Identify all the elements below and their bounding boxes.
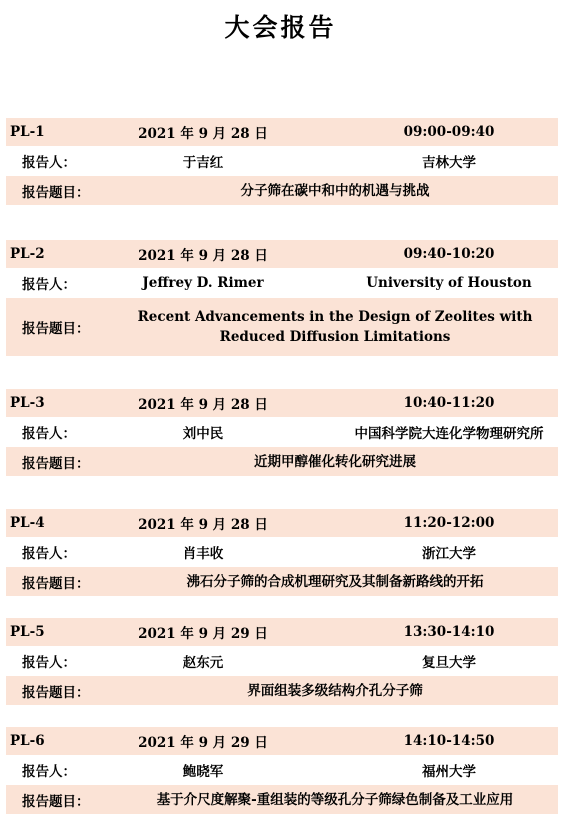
talk-time: 14:10-14:50 [403, 733, 495, 749]
talk-time: 10:40-11:20 [403, 395, 495, 411]
talk-topic-row [6, 176, 558, 205]
speaker-label: 报告人： [22, 277, 76, 293]
talk-code: PL-5 [10, 624, 45, 640]
topic-label: 报告题目： [22, 684, 90, 701]
talk-header-row [6, 118, 558, 146]
talk-topic: 近期甲醇催化转化研究进展 [254, 453, 416, 470]
topic-label: 报告题目： [22, 321, 90, 337]
topic-label: 报告题目： [22, 793, 90, 810]
speaker-name: Jeffrey D. Rimer [142, 275, 264, 291]
talk-block [6, 389, 558, 476]
talk-date: 2021 年 9 月 28 日 [138, 517, 268, 533]
speaker-institution: 复旦大学 [422, 655, 476, 671]
talk-code: PL-6 [10, 733, 45, 749]
talk-topic-row [6, 298, 558, 356]
talk-time: 11:20-12:00 [403, 515, 495, 531]
talk-speaker-row [6, 646, 558, 676]
talk-time: 09:40-10:20 [403, 246, 495, 262]
talk-topic-row [6, 785, 558, 814]
speaker-label: 报告人： [22, 764, 76, 780]
speaker-name: 肖丰收 [182, 546, 224, 562]
speaker-institution: 吉林大学 [422, 155, 476, 171]
talk-code: PL-4 [10, 515, 45, 531]
speaker-institution: University of Houston [366, 275, 532, 291]
talk-topic-row [6, 447, 558, 476]
talk-topic: 基于介尺度解聚-重组装的等级孔分子筛绿色制备及工业应用 [156, 791, 514, 808]
talk-speaker-row [6, 417, 558, 447]
talk-topic: 分子筛在碳中和中的机遇与挑战 [240, 182, 430, 199]
talk-date: 2021 年 9 月 29 日 [138, 626, 268, 642]
speaker-label: 报告人： [22, 546, 76, 562]
topic-label: 报告题目： [22, 575, 90, 592]
talk-speaker-row [6, 268, 558, 298]
page-title: 大会报告 [224, 13, 337, 42]
talk-date: 2021 年 9 月 29 日 [138, 735, 268, 751]
talk-date: 2021 年 9 月 28 日 [138, 248, 268, 264]
talk-time: 13:30-14:10 [403, 624, 495, 640]
talk-block [6, 618, 558, 705]
speaker-label: 报告人： [22, 655, 76, 671]
speaker-name: 刘中民 [182, 426, 224, 442]
talk-time: 09:00-09:40 [403, 124, 495, 140]
talk-topic-row [6, 676, 558, 705]
speaker-institution: 浙江大学 [422, 546, 476, 562]
talk-code: PL-1 [10, 124, 45, 140]
talk-block [6, 727, 558, 814]
talk-code: PL-3 [10, 395, 45, 411]
speaker-name: 鲍晓军 [182, 764, 224, 780]
speaker-name: 于吉红 [182, 155, 224, 171]
talk-topic: 界面组装多级结构介孔分子筛 [247, 682, 423, 699]
talk-header-row [6, 618, 558, 646]
topic-label: 报告题目： [22, 184, 90, 201]
talk-date: 2021 年 9 月 28 日 [138, 126, 268, 142]
talk-header-row [6, 240, 558, 268]
talk-speaker-row [6, 537, 558, 567]
speaker-label: 报告人： [22, 426, 76, 442]
talk-topic: Recent Advancements in the Design of Zeolites with Reduced Diffusion Limitations [137, 309, 533, 345]
talk-topic: 沸石分子筛的合成机理研究及其制备新路线的开拓 [186, 573, 484, 590]
talk-topic-row [6, 567, 558, 596]
talk-block [6, 118, 558, 205]
talk-speaker-row [6, 755, 558, 785]
talk-header-row [6, 727, 558, 755]
talk-code: PL-2 [10, 246, 45, 262]
talk-header-row [6, 389, 558, 417]
speaker-name: 赵东元 [182, 655, 224, 671]
talk-header-row [6, 509, 558, 537]
speaker-institution: 中国科学院大连化学物理研究所 [354, 426, 544, 442]
talk-block [6, 240, 558, 356]
talk-block [6, 509, 558, 596]
speaker-label: 报告人： [22, 155, 76, 171]
talk-speaker-row [6, 146, 558, 176]
talk-date: 2021 年 9 月 28 日 [138, 397, 268, 413]
speaker-institution: 福州大学 [422, 764, 476, 780]
topic-label: 报告题目： [22, 455, 90, 472]
